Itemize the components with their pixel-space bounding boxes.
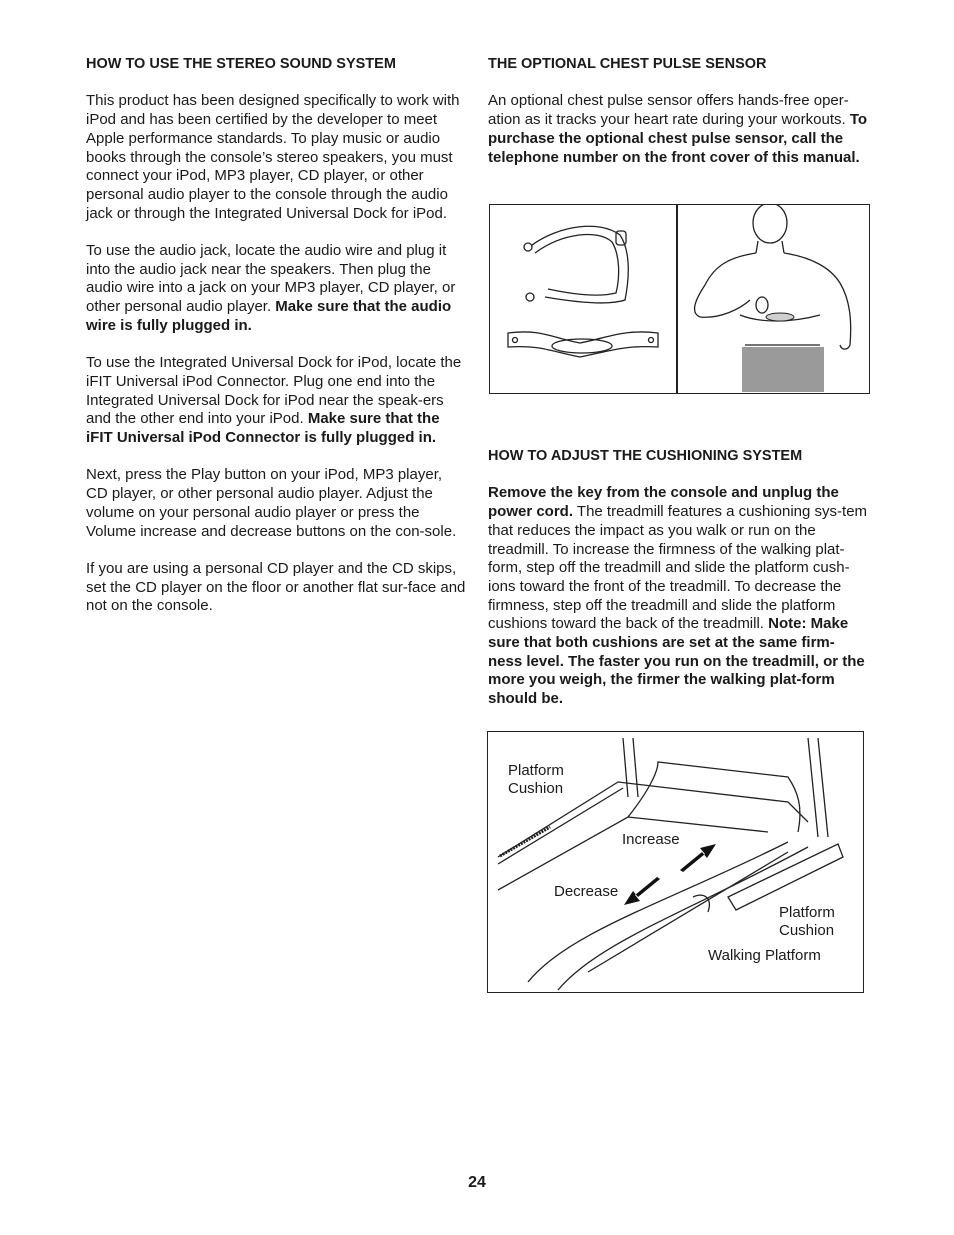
- pulse-sensor-paragraph: [488, 92, 868, 167]
- stereo-heading: HOW TO USE THE STEREO SOUND SYSTEM: [86, 56, 396, 72]
- label-decrease: Decrease: [554, 883, 619, 900]
- stereo-paragraph-2: [86, 242, 466, 336]
- label-cushion-top-line1: Platform: [508, 762, 564, 779]
- stereo-p2-text: To use the audio jack, locate the audio wire and plug it into the audio jack near the speakers. Then plug the audio wire into a jack on your MP3 player, CD player, or other personal audio player.: [86, 242, 456, 316]
- label-cushion-top-line2: Cushion: [508, 779, 564, 797]
- page-number: 24: [468, 1174, 486, 1191]
- stereo-paragraph-5: If you are using a personal CD player and the CD skips, set the CD player on the floor or another flat sur-face and not on the console.: [86, 559, 466, 615]
- cushioning-text: The treadmill features a cushioning sys-tem that reduces the impact as you walk or run on the treadmill. To increase the firmness of the walking plat-form, step off the treadmill and slide the platform cush-ions toward the front of the treadmill. To decrease the firmness, step off the treadmill and slide the platform cushions toward the back of the treadmill.: [488, 503, 868, 633]
- stereo-paragraph-4: Next, press the Play button on your iPod, MP3 player, CD player, or other personal audio player. Adjust the volume on your personal audio player or press the Volume increase and decrease buttons on the con-sole.: [86, 466, 457, 540]
- sensor-on-chest-icon: [766, 313, 794, 321]
- elastic-strap-icon: [524, 226, 628, 303]
- pulse-p1-bold: To purchase the optional chest pulse sensor, call the telephone number on the front cover of this manual.: [488, 111, 868, 166]
- pulse-sensor-heading: THE OPTIONAL CHEST PULSE SENSOR: [488, 56, 767, 72]
- chest-sensor-figure: [489, 204, 870, 394]
- label-walking-platform: Walking Platform: [708, 947, 821, 964]
- stereo-p2-bold: Make sure that the audio wire is fully plugged in.: [86, 298, 452, 334]
- increase-arrow-icon: [680, 844, 716, 872]
- cushioning-bold-2: Note: Make sure that both cushions are set at the same firm-ness level. The faster you run on the treadmill, or the more you weigh, the firmer the walking plat-form should be.: [488, 615, 865, 708]
- cushioning-heading: HOW TO ADJUST THE CUSHIONING SYSTEM: [488, 448, 803, 464]
- pulse-p1-text: An optional chest pulse sensor offers hands-free oper-ation as it tracks your heart rate during your workouts.: [488, 92, 850, 129]
- right-column-top: [488, 55, 868, 167]
- sensor-transmitter-icon: [508, 332, 658, 357]
- cushioning-bold-1: Remove the key from the console and unplug the power cord.: [488, 484, 839, 521]
- shorts-shape: [742, 347, 824, 392]
- label-platform-cushion-top: [508, 762, 564, 797]
- cushioning-paragraph: [488, 484, 868, 708]
- person-wearing-sensor-icon: [695, 205, 851, 349]
- label-cushion-right-line2: Cushion: [779, 921, 835, 939]
- label-increase: Increase: [622, 831, 680, 848]
- label-cushion-right-line1: Platform: [779, 904, 835, 921]
- left-column: [86, 55, 466, 616]
- stereo-paragraph-1: This product has been designed specifically to work with iPod and has been certified by the developer to meet Apple performance standards. To play music or audio books through the console’s stereo speakers, you must connect your iPod, MP3 player, CD player, or other personal audio player to the console through the audio jack or through the Integrated Universal Dock for iPod.: [86, 92, 460, 222]
- label-platform-cushion-right: [779, 904, 835, 939]
- right-column-bottom: [488, 447, 868, 709]
- chest-sensor-illustration: [490, 205, 869, 393]
- decrease-arrow-icon: [624, 877, 660, 905]
- stereo-paragraph-3: [86, 354, 466, 448]
- stereo-p3-text: To use the Integrated Universal Dock for iPod, locate the iFIT Universal iPod Connector. Plug one end into the Integrated Universal Dock for iPod near the speak-ers and the other end into your iPod.: [86, 354, 462, 428]
- treadmill-cushion-figure: [487, 731, 864, 993]
- stereo-p3-bold: Make sure that the iFIT Universal iPod Connector is fully plugged in.: [86, 410, 440, 447]
